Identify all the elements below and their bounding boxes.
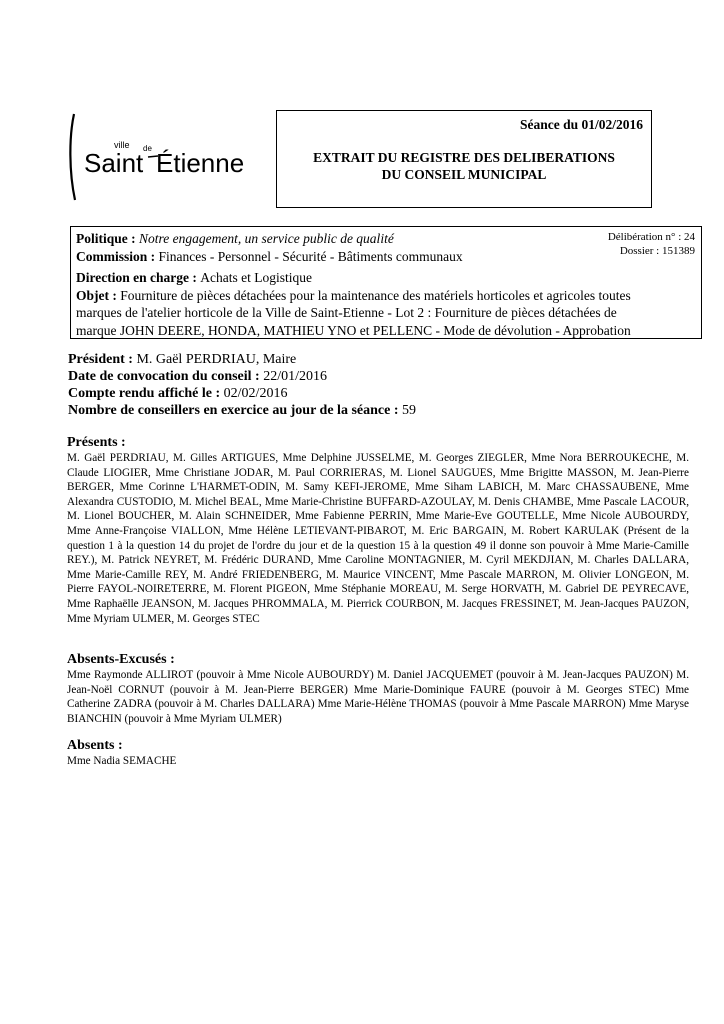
objet-text-line3: marque JOHN DEERE, HONDA, MATHIEU YNO et PELLENC - Mode de dévolution - Approbation [76,322,631,338]
politique-line [76,230,697,248]
commission-value: Finances - Personnel - Sécurité - Bâtiments communaux [158,248,463,264]
document-title-line1: EXTRAIT DU REGISTRE DES DELIBERATIONS [313,150,615,165]
direction-line [76,269,697,287]
direction-value: Achats et Logistique [200,270,312,285]
absents-title: Absents : [67,738,123,753]
absents-excuses-title: Absents-Excusés : [67,652,175,667]
saint-etienne-logo [68,112,268,202]
logo-de-text: de [143,144,152,153]
politique-label: Politique : [76,231,139,246]
nombre-conseillers-label: Nombre de conseillers en exercice au jour de la séance : [68,403,402,418]
president-value: M. Gaël PERDRIAU, Maire [136,352,297,367]
deliberation-number: Délibération n° : 24 [607,231,695,243]
logo-saint-text: Saint [84,148,144,178]
president-label: Président : [68,352,137,367]
absents-section [67,738,689,769]
compte-rendu-value: 02/02/2016 [223,386,288,401]
absents-excuses-section [67,652,689,726]
deliberation-info-box [70,226,702,339]
president-line [68,351,416,368]
presents-section [67,435,689,626]
politique-value: Notre engagement, un service public de qualité [139,231,394,246]
direction-label: Direction en charge : [76,270,201,285]
commission-line [76,248,697,266]
logo-graphic [68,112,268,202]
objet-text-line2: marques de l'atelier horticole de la Ville de Saint-Etienne - Lot 2 : Fourniture de pièces détachées de [76,305,617,320]
logo-etienne-text: Étienne [156,148,245,178]
absents-excuses-list: Mme Raymonde ALLIROT (pouvoir à Mme Nicole AUBOURDY) M. Daniel JACQUEMET (pouvoir à M. Jean-Jacques PAUZON) M. Jean-Noël CORNUT (pouvoir à M. Jean-Pierre BERGER) Mme Marie-Dominique FAURE (pouvoir à M. Georges STEC) Mme Catherine ZADRA (pouvoir à M. Charles DALLARA) Mme Marie-Hélène THOMAS (pouvoir à Mme Pascale MARRON) Mme Maryse BIANCHIN (pouvoir à Mme Myriam ULMER) [67,669,689,725]
presents-list: M. Gaël PERDRIAU, M. Gilles ARTIGUES, Mme Delphine JUSSELME, M. Georges ZIEGLER, Mme Nora BERROUKECHE, M. Claude LIOGIER, Mme Christiane JODAR, M. Paul CORRIERAS, M. Lionel SAUGUES, Mme Brigitte MASSON, M. Jean-Pierre BERGER, Mme Corinne L'HARMET-ODIN, M. Samy KEFI-JEROME, Mme Siham LABICH, M. Marc CHASSAUBENE, Mme Alexandra CUSTODIO, M. Michel BEAL, Mme Marie-Christine BUFFARD-AZOULAY, M. Denis CHAMBE, Mme Pascale LACOUR, M. Lionel BOUCHER, M. Alain SCHNEIDER, Mme Fabienne PERRIN, Mme Marie-Eve GOUTELLE, Mme Nicole AUBOURDY, Mme Anne-Françoise VIALLON, Mme Hélène LETIEVANT-PIBAROT, M. Eric BARGAIN, M. Robert KARULAK (Présent de la question 1 à la question 14 du projet de l'ordre du jour et de la question 15 à la question 49 il donne son pouvoir à Mme Marie-Camille REY.), M. Patrick NEYRET, M. Frédéric DURAND, Mme Caroline MONTAGNIER, M. Cyril MEKDJIAN, M. Charles DALLARA, Mme Marie-Camille REY, M. André FRIEDENBERG, M. Maurice VINCENT, Mme Pascale MARRON, M. Olivier LONGEON, M. Pierre FAYOL-NOIRETERRE, M. Florent PIGEON, Mme Stéphanie MOREAU, M. Serge HORVATH, M. Gabriel DE PEYRECAVE, Mme Raphaëlle JEANSON, M. Jacques PHROMMALA, M. Pierrick COURBON, M. Jacques FRESSINET, M. Jean-Jacques PAUZON, Mme Myriam ULMER, M. Georges STEC [67,452,689,625]
seance-date: Séance du 01/02/2016 [519,117,643,132]
nombre-conseillers-line [68,402,416,419]
presents-title: Présents : [67,435,126,450]
commission-label: Commission : [76,248,159,264]
logo-ville-text: ville [114,140,130,150]
objet-label: Objet : [76,287,121,303]
objet-text-line1: Fourniture de pièces détachées pour la maintenance des matériels horticoles et agricoles toutes [120,287,631,303]
document-title-line2: DU CONSEIL MUNICIPAL [381,167,547,182]
convocation-value: 22/01/2016 [263,369,327,384]
header-box [276,110,652,208]
convocation-label: Date de convocation du conseil : [68,369,264,384]
nombre-conseillers-value: 59 [401,403,416,418]
compte-rendu-line [68,385,416,402]
compte-rendu-label: Compte rendu affiché le : [68,386,224,401]
convocation-line [68,368,416,385]
dossier-number: Dossier : 151389 [619,245,695,257]
document-title [277,149,651,183]
objet-line1 [76,287,697,305]
absents-list: Mme Nadia SEMACHE [67,755,177,767]
session-meta [68,351,416,419]
